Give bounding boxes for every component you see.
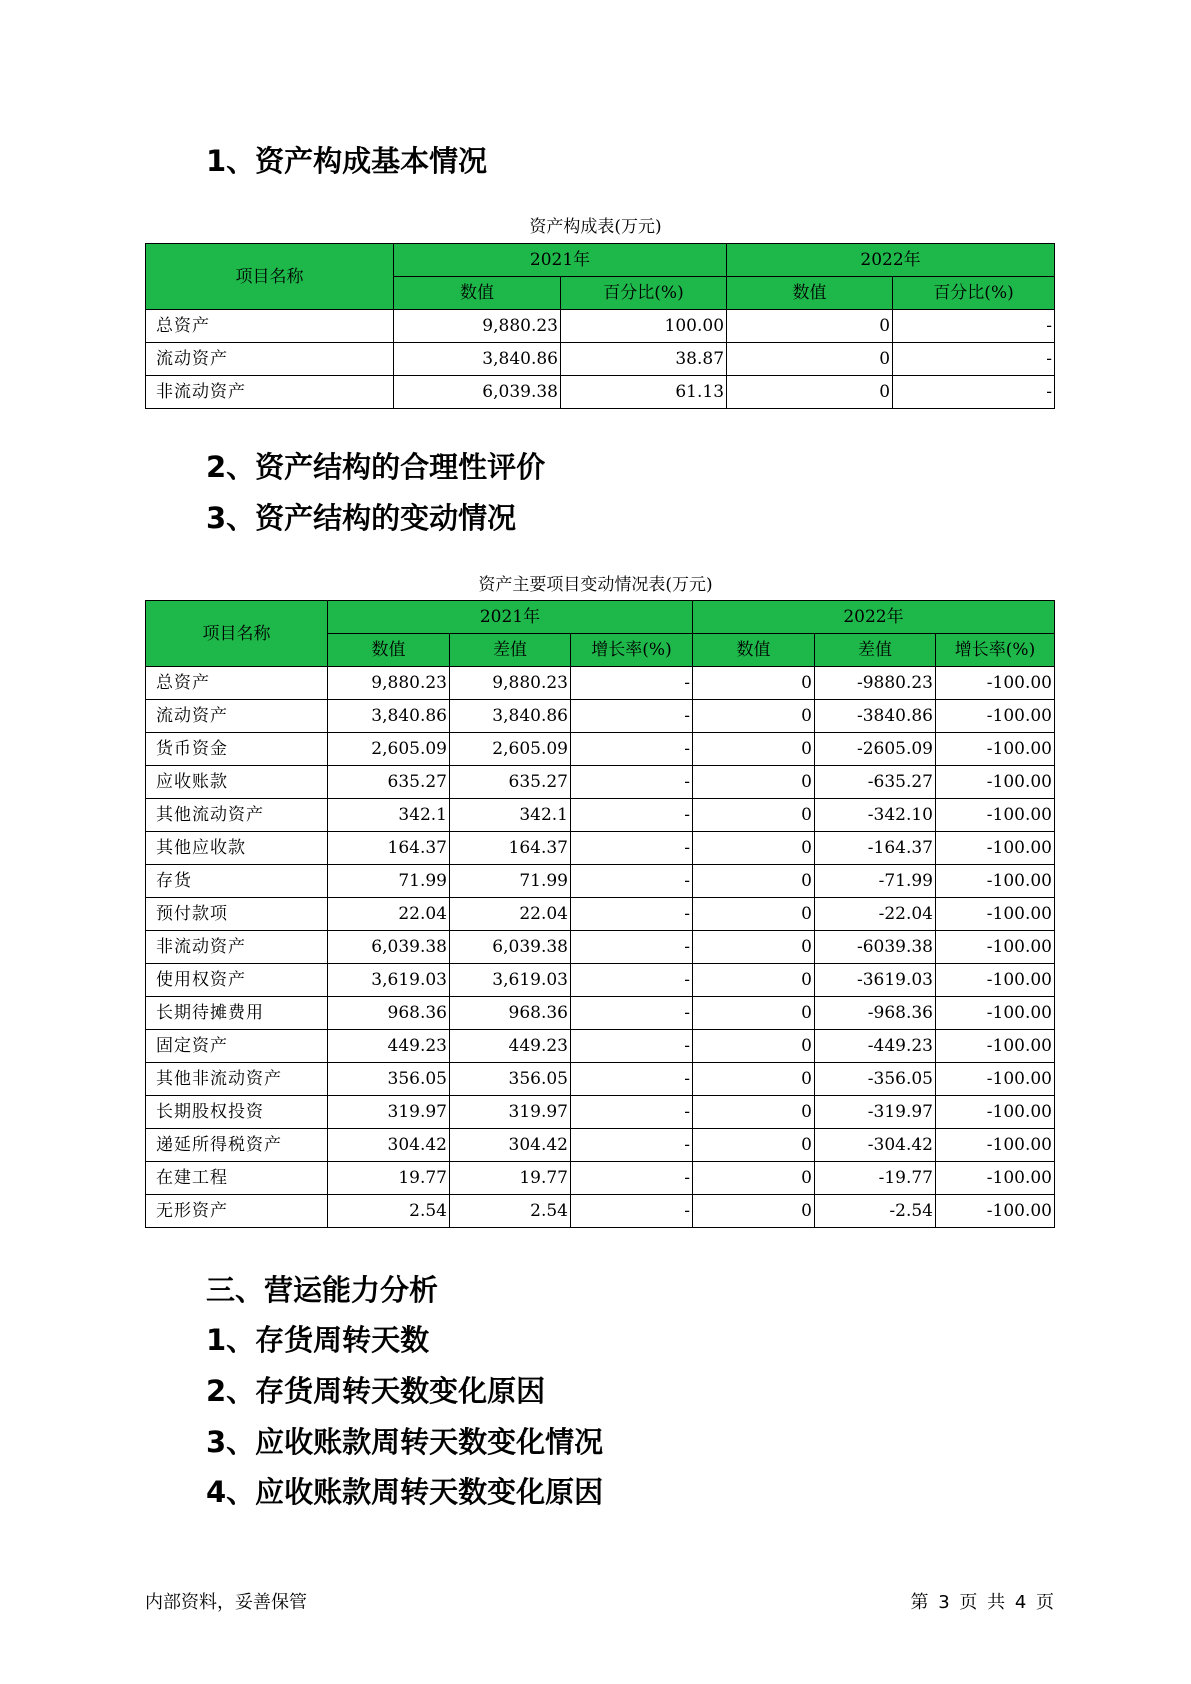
- cell-v2: 0: [727, 343, 893, 376]
- row-label: 其他非流动资产: [146, 1063, 328, 1096]
- footer-page-number: 第 3 页 共 4 页: [910, 1592, 1054, 1613]
- cell-d1: 449.23: [450, 1030, 571, 1063]
- cell-d1: 2,605.09: [450, 733, 571, 766]
- cell-d2: -304.42: [815, 1129, 936, 1162]
- cell-g2: -100.00: [936, 964, 1055, 997]
- cell-d2: -319.97: [815, 1096, 936, 1129]
- cell-g2: -100.00: [936, 799, 1055, 832]
- cell-g1: -: [571, 997, 693, 1030]
- cell-v1: 3,840.86: [328, 700, 450, 733]
- row-label: 其他流动资产: [146, 799, 328, 832]
- cell-d2: -6039.38: [815, 931, 936, 964]
- cell-v2: 0: [693, 1195, 815, 1228]
- cell-v2: 0: [727, 310, 893, 343]
- cell-v1: 449.23: [328, 1030, 450, 1063]
- cell-d1: 22.04: [450, 898, 571, 931]
- cell-d2: -968.36: [815, 997, 936, 1030]
- table-row: [146, 931, 1055, 964]
- cell-v1: 6,039.38: [394, 376, 561, 409]
- cell-v1: 9,880.23: [328, 667, 450, 700]
- cell-g1: -: [571, 1129, 693, 1162]
- row-label: 存货: [146, 865, 328, 898]
- cell-g2: -100.00: [936, 931, 1055, 964]
- cell-d1: 968.36: [450, 997, 571, 1030]
- cell-v2: 0: [693, 997, 815, 1030]
- cell-p1: 38.87: [561, 343, 727, 376]
- cell-v2: 0: [693, 898, 815, 931]
- cell-g2: -100.00: [936, 733, 1055, 766]
- cell-g1: -: [571, 766, 693, 799]
- cell-v2: 0: [693, 1030, 815, 1063]
- cell-p1: 100.00: [561, 310, 727, 343]
- table-row: [146, 799, 1055, 832]
- row-label: 货币资金: [146, 733, 328, 766]
- section-heading-operating-capacity: 三、营运能力分析: [206, 1273, 439, 1307]
- cell-v1: 635.27: [328, 766, 450, 799]
- cell-v2: 0: [693, 1162, 815, 1195]
- cell-d1: 3,619.03: [450, 964, 571, 997]
- cell-d2: -356.05: [815, 1063, 936, 1096]
- cell-v2: 0: [693, 733, 815, 766]
- cell-g1: -: [571, 964, 693, 997]
- table2-diff-header: 差值: [815, 634, 936, 667]
- cell-d1: 635.27: [450, 766, 571, 799]
- cell-g1: -: [571, 832, 693, 865]
- cell-g2: -100.00: [936, 865, 1055, 898]
- cell-v2: 0: [693, 667, 815, 700]
- table-row: [146, 700, 1055, 733]
- cell-v1: 356.05: [328, 1063, 450, 1096]
- table-row: [146, 1063, 1055, 1096]
- cell-v1: 2.54: [328, 1195, 450, 1228]
- cell-v2: 0: [693, 799, 815, 832]
- cell-d2: -3619.03: [815, 964, 936, 997]
- table-row: [146, 766, 1055, 799]
- row-label: 非流动资产: [146, 376, 394, 409]
- cell-v1: 3,840.86: [394, 343, 561, 376]
- cell-d2: -22.04: [815, 898, 936, 931]
- cell-d1: 319.97: [450, 1096, 571, 1129]
- table1-caption: 资产构成表(万元): [529, 217, 662, 237]
- cell-v2: 0: [693, 1129, 815, 1162]
- table-row: [146, 865, 1055, 898]
- section-heading-receivable-days: 3、应收账款周转天数变化情况: [206, 1425, 604, 1459]
- table-row: [146, 1162, 1055, 1195]
- cell-v1: 19.77: [328, 1162, 450, 1195]
- cell-g2: -100.00: [936, 997, 1055, 1030]
- table-row: [146, 1129, 1055, 1162]
- section-heading-inventory-days: 1、存货周转天数: [206, 1323, 430, 1357]
- row-label: 长期待摊费用: [146, 997, 328, 1030]
- table-row: [146, 964, 1055, 997]
- cell-d2: -3840.86: [815, 700, 936, 733]
- table1-value-header: 数值: [727, 277, 893, 310]
- cell-d1: 3,840.86: [450, 700, 571, 733]
- table2-value-header: 数值: [328, 634, 450, 667]
- table-row: [146, 1195, 1055, 1228]
- row-label: 在建工程: [146, 1162, 328, 1195]
- cell-v1: 304.42: [328, 1129, 450, 1162]
- cell-d2: -164.37: [815, 832, 936, 865]
- cell-v1: 2,605.09: [328, 733, 450, 766]
- cell-v2: 0: [693, 865, 815, 898]
- cell-g1: -: [571, 931, 693, 964]
- cell-p1: 61.13: [561, 376, 727, 409]
- cell-d2: -635.27: [815, 766, 936, 799]
- table-row: [146, 667, 1055, 700]
- cell-v2: 0: [727, 376, 893, 409]
- cell-g2: -100.00: [936, 1195, 1055, 1228]
- table2-caption: 资产主要项目变动情况表(万元): [478, 575, 713, 595]
- cell-g1: -: [571, 799, 693, 832]
- row-label: 非流动资产: [146, 931, 328, 964]
- cell-g1: -: [571, 898, 693, 931]
- table1-year1-header: 2021年: [394, 244, 727, 277]
- table1-pct-header: 百分比(%): [561, 277, 727, 310]
- asset-composition-table: [145, 243, 1055, 409]
- cell-g2: -100.00: [936, 1030, 1055, 1063]
- cell-v1: 342.1: [328, 799, 450, 832]
- cell-p2: -: [893, 376, 1055, 409]
- table2-growth-header: 增长率(%): [571, 634, 693, 667]
- table-row: [146, 898, 1055, 931]
- cell-g2: -100.00: [936, 1096, 1055, 1129]
- row-label: 长期股权投资: [146, 1096, 328, 1129]
- cell-g1: -: [571, 865, 693, 898]
- section-heading-structure-change: 3、资产结构的变动情况: [206, 501, 517, 535]
- cell-d1: 71.99: [450, 865, 571, 898]
- cell-g1: -: [571, 1096, 693, 1129]
- row-label: 总资产: [146, 310, 394, 343]
- cell-d1: 19.77: [450, 1162, 571, 1195]
- cell-v1: 71.99: [328, 865, 450, 898]
- table1-year2-header: 2022年: [727, 244, 1055, 277]
- cell-v2: 0: [693, 832, 815, 865]
- table-row: [146, 310, 1055, 343]
- cell-g1: -: [571, 733, 693, 766]
- cell-v1: 22.04: [328, 898, 450, 931]
- row-label: 总资产: [146, 667, 328, 700]
- cell-g1: -: [571, 700, 693, 733]
- row-label: 流动资产: [146, 700, 328, 733]
- table2-value-header: 数值: [693, 634, 815, 667]
- row-label: 其他应收款: [146, 832, 328, 865]
- section-heading-receivable-reason: 4、应收账款周转天数变化原因: [206, 1475, 604, 1509]
- cell-d1: 6,039.38: [450, 931, 571, 964]
- cell-v2: 0: [693, 964, 815, 997]
- table1-name-header: 项目名称: [146, 244, 394, 310]
- cell-d2: -2.54: [815, 1195, 936, 1228]
- cell-g2: -100.00: [936, 898, 1055, 931]
- row-label: 预付款项: [146, 898, 328, 931]
- footer-confidential-note: 内部资料，妥善保管: [145, 1592, 307, 1613]
- cell-d2: -449.23: [815, 1030, 936, 1063]
- table-row: [146, 733, 1055, 766]
- table-row: [146, 997, 1055, 1030]
- table-row: [146, 1096, 1055, 1129]
- cell-d1: 342.1: [450, 799, 571, 832]
- cell-d2: -19.77: [815, 1162, 936, 1195]
- cell-g2: -100.00: [936, 832, 1055, 865]
- cell-v1: 968.36: [328, 997, 450, 1030]
- cell-d1: 356.05: [450, 1063, 571, 1096]
- cell-d1: 304.42: [450, 1129, 571, 1162]
- row-label: 递延所得税资产: [146, 1129, 328, 1162]
- table1-pct-header: 百分比(%): [893, 277, 1055, 310]
- cell-d2: -9880.23: [815, 667, 936, 700]
- cell-g1: -: [571, 1063, 693, 1096]
- cell-g2: -100.00: [936, 1162, 1055, 1195]
- table-row: [146, 1030, 1055, 1063]
- cell-g2: -100.00: [936, 667, 1055, 700]
- row-label: 固定资产: [146, 1030, 328, 1063]
- row-label: 应收账款: [146, 766, 328, 799]
- cell-v1: 319.97: [328, 1096, 450, 1129]
- section-heading-asset-composition: 1、资产构成基本情况: [206, 144, 488, 178]
- cell-d2: -71.99: [815, 865, 936, 898]
- table2-growth-header: 增长率(%): [936, 634, 1055, 667]
- section-heading-inventory-reason: 2、存货周转天数变化原因: [206, 1374, 546, 1408]
- cell-v1: 3,619.03: [328, 964, 450, 997]
- cell-g2: -100.00: [936, 700, 1055, 733]
- table2-name-header: 项目名称: [146, 601, 328, 667]
- cell-g1: -: [571, 1195, 693, 1228]
- asset-change-table: [145, 600, 1055, 1228]
- cell-d1: 9,880.23: [450, 667, 571, 700]
- cell-p2: -: [893, 343, 1055, 376]
- cell-v2: 0: [693, 931, 815, 964]
- cell-v2: 0: [693, 766, 815, 799]
- row-label: 流动资产: [146, 343, 394, 376]
- cell-v1: 9,880.23: [394, 310, 561, 343]
- table2-year2-header: 2022年: [693, 601, 1055, 634]
- cell-g1: -: [571, 1162, 693, 1195]
- table1-value-header: 数值: [394, 277, 561, 310]
- section-heading-structure-evaluation: 2、资产结构的合理性评价: [206, 450, 546, 484]
- cell-d2: -2605.09: [815, 733, 936, 766]
- cell-g1: -: [571, 1030, 693, 1063]
- cell-g2: -100.00: [936, 1129, 1055, 1162]
- cell-d1: 2.54: [450, 1195, 571, 1228]
- table-row: [146, 343, 1055, 376]
- cell-v2: 0: [693, 1096, 815, 1129]
- cell-d1: 164.37: [450, 832, 571, 865]
- cell-v2: 0: [693, 1063, 815, 1096]
- row-label: 无形资产: [146, 1195, 328, 1228]
- table2-diff-header: 差值: [450, 634, 571, 667]
- cell-v1: 164.37: [328, 832, 450, 865]
- cell-g2: -100.00: [936, 1063, 1055, 1096]
- table2-year1-header: 2021年: [328, 601, 693, 634]
- row-label: 使用权资产: [146, 964, 328, 997]
- table-row: [146, 376, 1055, 409]
- table-row: [146, 832, 1055, 865]
- cell-p2: -: [893, 310, 1055, 343]
- cell-g1: -: [571, 667, 693, 700]
- cell-v2: 0: [693, 700, 815, 733]
- cell-g2: -100.00: [936, 766, 1055, 799]
- cell-v1: 6,039.38: [328, 931, 450, 964]
- cell-d2: -342.10: [815, 799, 936, 832]
